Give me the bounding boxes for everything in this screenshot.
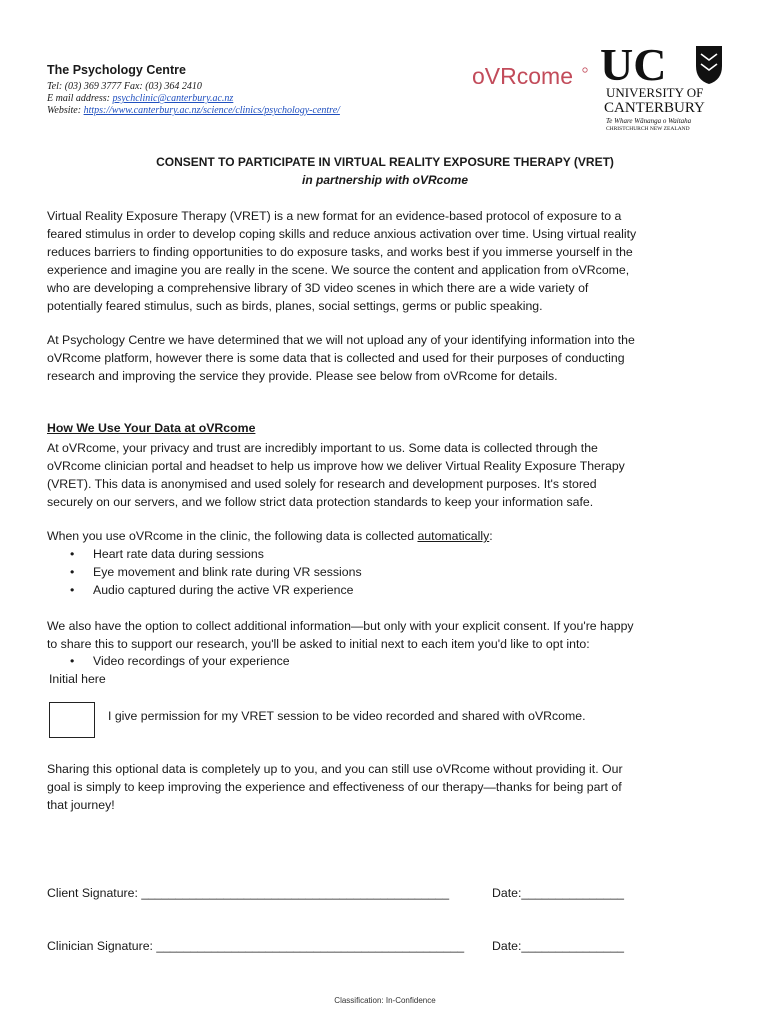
clinician-signature-line: _____________________________________________ bbox=[156, 939, 465, 953]
centre-line: oVRcome platform, however there is some data that is collected and used for their purposes of conducting bbox=[47, 351, 625, 365]
optional-line: to share this to support our research, you'll be asked to initial next to each item you'd like to opt into: bbox=[47, 637, 590, 651]
uc-crest-icon bbox=[696, 46, 722, 84]
optional-data-paragraph bbox=[47, 617, 737, 653]
data-line: At oVRcome, your privacy and trust are incredibly important to us. Some data is collected through the bbox=[47, 441, 598, 455]
data-line: oVRcome clinician portal and headset to help us improve how we deliver Virtual Reality Exposure Therapy bbox=[47, 459, 625, 473]
classification-footer: Classification: In-Confidence bbox=[334, 996, 436, 1005]
uc-logo-line2: CANTERBURY bbox=[604, 100, 705, 116]
date-label: Date: bbox=[492, 886, 522, 900]
intro-line: feared stimulus in order to develop coping skills and reduce anxious activation over time. Using virtual reality bbox=[47, 227, 637, 241]
client-signature-label: Client Signature: bbox=[47, 886, 142, 900]
intro-line: who are developing a comprehensive library of 3D video scenes in which there are a wide variety of bbox=[47, 281, 589, 295]
optional-line: We also have the option to collect additional information—but only with your explicit consent. If you're happy bbox=[47, 619, 634, 633]
clinician-date-field[interactable] bbox=[492, 939, 624, 953]
centre-line: research and improving the service they provide. Please see below from oVRcome for details. bbox=[47, 369, 558, 383]
list-item-text: Heart rate data during sessions bbox=[93, 547, 264, 561]
clinician-signature-field[interactable] bbox=[47, 939, 464, 953]
list-item-text: Audio captured during the active VR experience bbox=[93, 583, 354, 597]
ovrcome-logo-text: oVRcome bbox=[472, 63, 573, 89]
data-usage-paragraph bbox=[47, 439, 737, 511]
website-link[interactable]: https://www.canterbury.ac.nz/science/clinics/psychology-centre/ bbox=[83, 105, 340, 116]
uc-logo-city: CHRISTCHURCH NEW ZEALAND bbox=[606, 126, 690, 132]
date-line: _______________ bbox=[521, 886, 624, 900]
list-item-text: Video recordings of your experience bbox=[93, 654, 290, 668]
bullet-icon: • bbox=[70, 547, 75, 561]
organization-name: The Psychology Centre bbox=[47, 63, 186, 77]
bullet-icon: • bbox=[70, 654, 75, 668]
contact-email-line bbox=[47, 93, 233, 105]
initial-box[interactable] bbox=[49, 702, 95, 738]
ovrcome-logo bbox=[472, 62, 590, 90]
closing-line: that journey! bbox=[47, 798, 115, 812]
uc-logo-motto: Te Whare Wānanga o Waitaha bbox=[606, 117, 692, 125]
client-signature-field[interactable] bbox=[47, 886, 449, 900]
date-label: Date: bbox=[492, 939, 522, 953]
data-line: (VRET). This data is anonymised and used solely for research and development purposes. It's stored bbox=[47, 477, 597, 491]
automatic-intro-text: When you use oVRcome in the clinic, the following data is collected bbox=[47, 529, 418, 543]
intro-line: Virtual Reality Exposure Therapy (VRET) is a new format for an evidence-based protocol of exposure to a bbox=[47, 209, 622, 223]
data-line: securely on our servers, and we follow strict data protection standards to keep your information safe. bbox=[47, 495, 594, 509]
clinician-signature-label: Clinician Signature: bbox=[47, 939, 157, 953]
email-link[interactable]: psychclinic@canterbury.ac.nz bbox=[112, 93, 234, 104]
automatic-colon: : bbox=[489, 529, 493, 543]
closing-line: Sharing this optional data is completely up to you, and you can still use oVRcome without providing it. Our bbox=[47, 762, 623, 776]
university-of-canterbury-logo bbox=[600, 42, 728, 132]
uc-logo-line1: UNIVERSITY OF bbox=[606, 85, 704, 100]
uc-logo-initials: UC bbox=[600, 42, 667, 90]
video-permission-text: I give permission for my VRET session to be video recorded and shared with oVRcome. bbox=[108, 709, 586, 723]
intro-line: experience and imagine you are really in the scene. We source the content and application from oVRcome, bbox=[47, 263, 630, 277]
intro-paragraph bbox=[47, 207, 737, 315]
list-item bbox=[70, 581, 353, 599]
contact-website-line bbox=[47, 105, 340, 117]
centre-policy-paragraph bbox=[47, 331, 737, 385]
document-title: CONSENT TO PARTICIPATE IN VIRTUAL REALITY EXPOSURE THERAPY (VRET) bbox=[156, 155, 614, 169]
registered-mark-icon bbox=[583, 68, 587, 72]
centre-line: At Psychology Centre we have determined that we will not upload any of your identifying information into the bbox=[47, 333, 635, 347]
bullet-icon: • bbox=[70, 565, 75, 579]
email-label: E mail address: bbox=[47, 93, 113, 104]
bullet-icon: • bbox=[70, 583, 75, 597]
closing-paragraph bbox=[47, 760, 737, 814]
list-item bbox=[70, 545, 264, 563]
client-date-field[interactable] bbox=[492, 886, 624, 900]
intro-line: potentially feared stimulus, such as birds, planes, social settings, germs or public speaking. bbox=[47, 299, 543, 313]
document-subtitle: in partnership with oVRcome bbox=[301, 173, 469, 187]
intro-line: reduces barriers to finding opportunities to do exposure tasks, and works best if you immerse yourself in the bbox=[47, 245, 633, 259]
list-item bbox=[70, 652, 290, 670]
automatic-data-intro bbox=[47, 527, 737, 545]
contact-phone-fax: Tel: (03) 369 3777 Fax: (03) 364 2410 bbox=[47, 81, 202, 92]
client-signature-line: _____________________________________________ bbox=[141, 886, 450, 900]
list-item-text: Eye movement and blink rate during VR sessions bbox=[93, 565, 362, 579]
closing-line: goal is simply to keep improving the experience and effectiveness of our therapy—thanks for being part of bbox=[47, 780, 622, 794]
data-usage-heading: How We Use Your Data at oVRcome bbox=[47, 421, 256, 435]
initial-here-label: Initial here bbox=[49, 672, 106, 686]
date-line: _______________ bbox=[521, 939, 624, 953]
automatically-emphasis: automatically bbox=[417, 529, 490, 543]
list-item bbox=[70, 563, 362, 581]
website-label: Website: bbox=[47, 105, 84, 116]
